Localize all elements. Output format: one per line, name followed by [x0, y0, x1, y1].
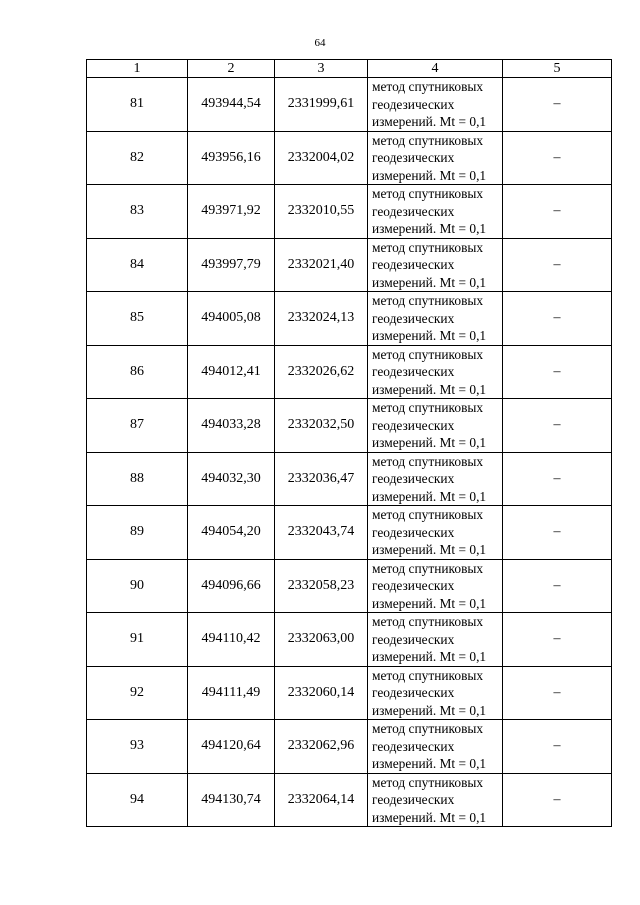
y-coordinate-cell: 2332043,74 [275, 506, 368, 560]
y-coordinate-cell: 2332021,40 [275, 238, 368, 292]
table-row [87, 131, 612, 185]
x-coordinate-cell: 494012,41 [188, 345, 275, 399]
y-coordinate-cell: 2332036,47 [275, 452, 368, 506]
y-coordinate-cell: 2332026,62 [275, 345, 368, 399]
table-row [87, 78, 612, 132]
x-coordinate-cell: 494032,30 [188, 452, 275, 506]
column-header-1: 1 [87, 60, 188, 78]
method-line: измерений. Mt = 0,1 [372, 274, 487, 290]
note-cell: – [503, 131, 612, 185]
page-number: 64 [314, 37, 326, 49]
method-line: метод спутниковых [372, 560, 484, 576]
y-coordinate-cell: 2332064,14 [275, 773, 368, 827]
note-cell: – [503, 559, 612, 613]
method-cell [368, 131, 503, 185]
point-number-cell: 87 [87, 399, 188, 453]
method-line: метод спутниковых [372, 400, 484, 415]
method-line: измерений. Mt = 0,1 [372, 381, 487, 397]
method-line: геодезических [372, 738, 455, 754]
method-line: метод спутниковых [372, 239, 484, 255]
point-number-cell: 91 [87, 613, 188, 667]
point-number-cell: 88 [87, 452, 188, 506]
x-coordinate-cell: 493944,54 [188, 78, 275, 132]
x-coordinate-cell: 494054,20 [188, 506, 275, 560]
method-cell [368, 345, 503, 399]
x-coordinate-cell: 494130,74 [188, 773, 275, 827]
method-line: метод спутниковых [372, 721, 484, 736]
method-line: геодезических [372, 96, 455, 112]
y-coordinate-cell: 2332058,23 [275, 559, 368, 613]
method-line: метод спутниковых [372, 667, 484, 683]
table-row [87, 345, 612, 399]
point-number-cell: 89 [87, 506, 188, 560]
point-number-cell: 84 [87, 238, 188, 292]
note-cell: – [503, 613, 612, 667]
table-row [87, 185, 612, 239]
method-line: геодезических [372, 364, 455, 379]
table-row [87, 238, 612, 292]
column-header-3: 3 [275, 60, 368, 78]
method-line: измерений. Mt = 0,1 [372, 756, 487, 771]
point-number-cell: 83 [87, 185, 188, 239]
method-line: метод спутниковых [372, 79, 484, 94]
note-cell: – [503, 238, 612, 292]
method-line: геодезических [372, 524, 455, 540]
method-line: геодезических [372, 631, 455, 647]
x-coordinate-cell: 493971,92 [188, 185, 275, 239]
method-line: метод спутниковых [372, 614, 484, 629]
table-row [87, 452, 612, 506]
table-body [87, 78, 612, 827]
method-cell [368, 292, 503, 346]
method-line: геодезических [372, 310, 455, 326]
method-cell [368, 559, 503, 613]
x-coordinate-cell: 493997,79 [188, 238, 275, 292]
method-cell [368, 399, 503, 453]
method-cell [368, 452, 503, 506]
method-line: метод спутниковых [372, 132, 484, 148]
table-row [87, 720, 612, 774]
method-line: метод спутниковых [372, 507, 484, 522]
coordinates-table [86, 59, 612, 827]
x-coordinate-cell: 494110,42 [188, 613, 275, 667]
method-cell [368, 238, 503, 292]
method-line: геодезических [372, 417, 455, 433]
method-cell [368, 773, 503, 827]
method-line: метод спутниковых [372, 453, 484, 469]
point-number-cell: 82 [87, 131, 188, 185]
method-line: геодезических [372, 203, 455, 219]
x-coordinate-cell: 494033,28 [188, 399, 275, 453]
note-cell: – [503, 452, 612, 506]
note-cell: – [503, 720, 612, 774]
method-line: измерений. Mt = 0,1 [372, 488, 487, 504]
column-header-2: 2 [188, 60, 275, 78]
y-coordinate-cell: 2332032,50 [275, 399, 368, 453]
note-cell: – [503, 666, 612, 720]
point-number-cell: 81 [87, 78, 188, 132]
method-line: измерений. Mt = 0,1 [372, 114, 487, 129]
method-cell [368, 185, 503, 239]
point-number-cell: 85 [87, 292, 188, 346]
method-line: измерений. Mt = 0,1 [372, 328, 487, 343]
table-row [87, 292, 612, 346]
method-line: измерений. Mt = 0,1 [372, 221, 487, 236]
note-cell: – [503, 292, 612, 346]
y-coordinate-cell: 2332063,00 [275, 613, 368, 667]
method-line: измерений. Mt = 0,1 [372, 542, 487, 557]
note-cell: – [503, 773, 612, 827]
point-number-cell: 94 [87, 773, 188, 827]
method-line: метод спутниковых [372, 293, 484, 308]
method-line: геодезических [372, 257, 455, 272]
method-line: метод спутниковых [372, 186, 484, 201]
method-cell [368, 506, 503, 560]
point-number-cell: 90 [87, 559, 188, 613]
y-coordinate-cell: 2332010,55 [275, 185, 368, 239]
column-header-4: 4 [368, 60, 503, 78]
point-number-cell: 86 [87, 345, 188, 399]
note-cell: – [503, 78, 612, 132]
method-line: измерений. Mt = 0,1 [372, 595, 487, 611]
x-coordinate-cell: 494096,66 [188, 559, 275, 613]
method-line: метод спутниковых [372, 774, 484, 790]
method-cell [368, 78, 503, 132]
note-cell: – [503, 399, 612, 453]
y-coordinate-cell: 2332062,96 [275, 720, 368, 774]
point-number-cell: 93 [87, 720, 188, 774]
method-cell [368, 613, 503, 667]
table-row [87, 666, 612, 720]
x-coordinate-cell: 493956,16 [188, 131, 275, 185]
x-coordinate-cell: 494120,64 [188, 720, 275, 774]
method-line: измерений. Mt = 0,1 [372, 435, 487, 450]
x-coordinate-cell: 494111,49 [188, 666, 275, 720]
method-line: измерений. Mt = 0,1 [372, 167, 487, 183]
table-header-row [87, 60, 612, 78]
column-header-5: 5 [503, 60, 612, 78]
table-row [87, 399, 612, 453]
method-line: геодезических [372, 150, 455, 165]
y-coordinate-cell: 2331999,61 [275, 78, 368, 132]
y-coordinate-cell: 2332024,13 [275, 292, 368, 346]
method-line: измерений. Mt = 0,1 [372, 809, 487, 825]
method-cell [368, 666, 503, 720]
table-row [87, 613, 612, 667]
point-number-cell: 92 [87, 666, 188, 720]
method-line: геодезических [372, 685, 455, 700]
table-row [87, 773, 612, 827]
table-row [87, 559, 612, 613]
y-coordinate-cell: 2332060,14 [275, 666, 368, 720]
note-cell: – [503, 506, 612, 560]
table-row [87, 506, 612, 560]
y-coordinate-cell: 2332004,02 [275, 131, 368, 185]
method-line: метод спутниковых [372, 346, 484, 362]
method-line: геодезических [372, 792, 455, 807]
x-coordinate-cell: 494005,08 [188, 292, 275, 346]
note-cell: – [503, 185, 612, 239]
note-cell: – [503, 345, 612, 399]
method-cell [368, 720, 503, 774]
method-line: геодезических [372, 471, 455, 486]
method-line: геодезических [372, 578, 455, 593]
method-line: измерений. Mt = 0,1 [372, 649, 487, 664]
method-line: измерений. Mt = 0,1 [372, 702, 487, 718]
